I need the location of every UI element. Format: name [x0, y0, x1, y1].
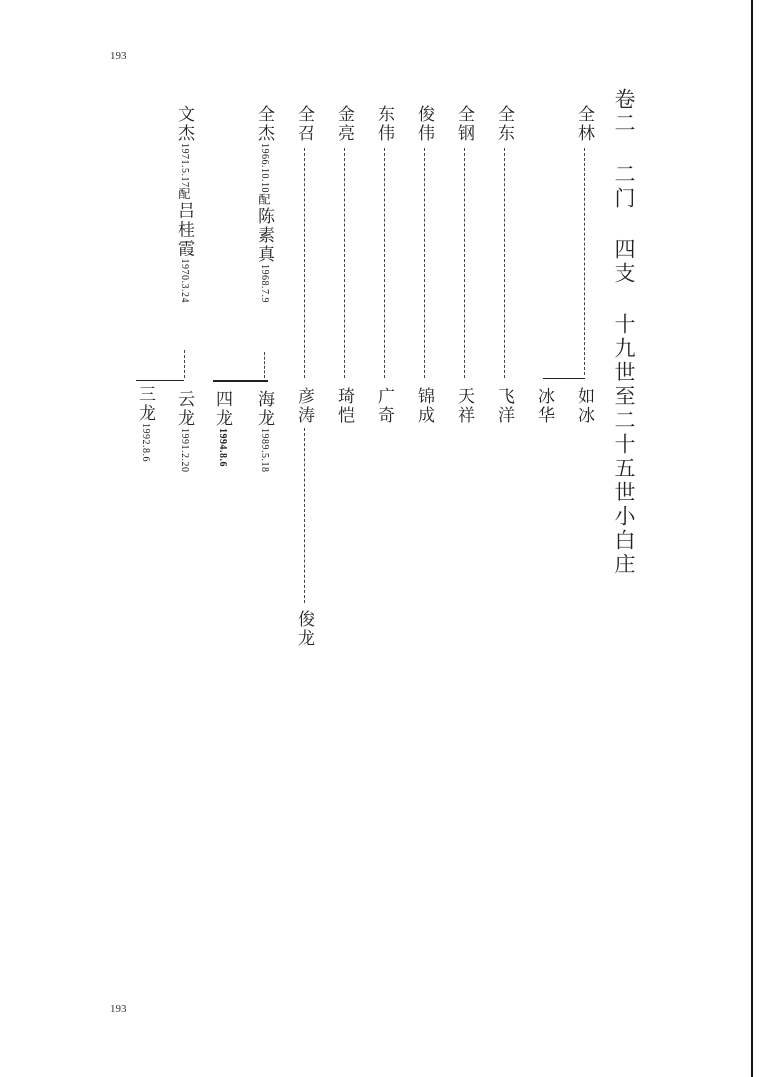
person-quanjie-spouse: 陈素真 — [254, 207, 274, 264]
page-edge-line — [751, 0, 753, 1077]
child-hailong-date: 1989.5.18 — [259, 428, 270, 473]
person-dongwei: 东伟 — [374, 105, 394, 143]
person-quanjie — [255, 105, 272, 303]
page-number-bottom: 193 — [110, 1003, 127, 1015]
child-guangqi: 广奇 — [374, 387, 394, 425]
person-junwei: 俊伟 — [414, 105, 434, 143]
connector-yantao — [304, 428, 305, 603]
child-yunlong-date: 1991.2.20 — [179, 428, 190, 473]
child-tianxiang: 天祥 — [454, 387, 474, 425]
person-wenjie-pei: 配 — [177, 187, 191, 202]
child-sanlong — [136, 385, 153, 462]
person-wenjie — [175, 105, 192, 303]
page-title: 卷二 二门 四支 十九世至二十五世小白庄 — [612, 88, 636, 577]
child-hailong — [255, 390, 272, 473]
person-wenjie-date: 1971.5.17 — [179, 143, 190, 188]
child-sanlong-name: 三龙 — [135, 385, 155, 423]
child-silong — [213, 390, 230, 467]
person-quanjie-name: 全杰 — [254, 105, 274, 143]
child-qikai: 琦恺 — [334, 387, 354, 425]
person-jinliang: 金亮 — [334, 105, 354, 143]
person-wenjie-spouse: 吕桂霞 — [174, 201, 194, 259]
connector-quanzhao — [304, 148, 305, 378]
connector-quangang — [464, 148, 465, 378]
branch-line-wenjie — [136, 380, 184, 381]
person-quandong: 全东 — [494, 105, 514, 143]
person-quanjie-date: 1966.10.10 — [259, 143, 270, 193]
child-feiyang: 飞洋 — [494, 387, 514, 425]
person-quanjie-pei: 配 — [257, 193, 271, 207]
connector-dongwei — [384, 148, 385, 378]
page-number-top: 193 — [110, 50, 127, 62]
connector-quanjie — [264, 352, 265, 378]
person-quangang: 全钢 — [454, 105, 474, 143]
child-sanlong-date: 1992.8.6 — [140, 423, 151, 462]
person-wenjie-name: 文杰 — [174, 105, 194, 143]
connector-quandong — [504, 148, 505, 378]
child-yantao: 彦涛 — [294, 387, 314, 425]
child-jincheng: 锦成 — [414, 387, 434, 425]
child-rubing: 如冰 — [574, 387, 594, 425]
connector-quanlin — [584, 148, 585, 375]
branch-line-quanlin — [543, 378, 585, 379]
child-silong-date: 1994.8.6 — [217, 428, 228, 467]
connector-junwei — [424, 148, 425, 378]
connector-jinliang — [344, 148, 345, 378]
person-quanjie-spouse-date: 1968.7.9 — [259, 264, 270, 303]
child-silong-name: 四龙 — [212, 390, 232, 428]
person-quanzhao: 全召 — [294, 105, 314, 143]
person-quanlin: 全林 — [574, 105, 594, 143]
child-binghua: 冰华 — [534, 387, 554, 425]
grandchild-junlong: 俊龙 — [294, 610, 314, 648]
connector-wenjie — [184, 350, 185, 378]
child-yunlong — [175, 390, 192, 473]
branch-line-quanjie — [213, 380, 268, 382]
child-yunlong-name: 云龙 — [174, 390, 194, 428]
person-wenjie-spouse-date: 1970.3.24 — [179, 258, 190, 303]
child-hailong-name: 海龙 — [254, 390, 274, 428]
